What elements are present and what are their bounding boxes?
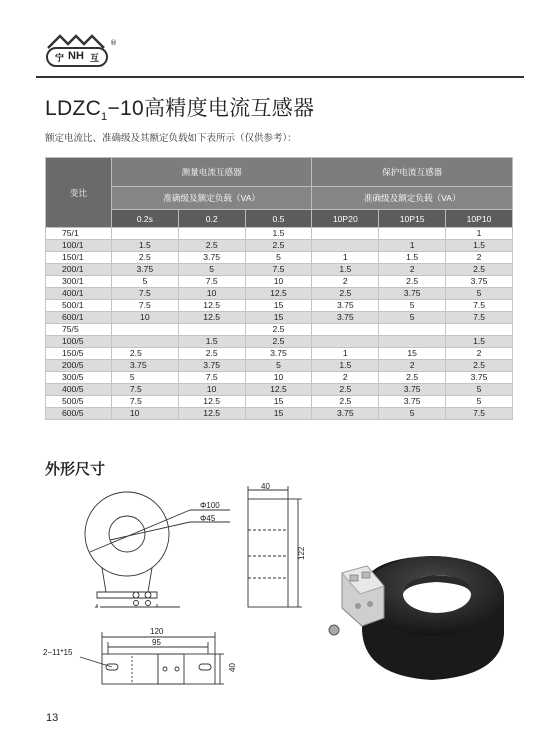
table-cell: 3.75: [245, 348, 312, 360]
table-cell: 15: [245, 396, 312, 408]
table-cell: 1.5: [446, 336, 513, 348]
table-cell: 7.5: [446, 312, 513, 324]
ratio-cell: 150/5: [46, 348, 112, 360]
spec-table: [45, 157, 513, 420]
table-cell: [312, 240, 379, 252]
dimension-drawing: [40, 482, 310, 692]
ratio-cell: 600/5: [46, 408, 112, 420]
title-main: LDZC: [45, 97, 102, 120]
table-cell: 3.75: [379, 396, 446, 408]
table-cell: 12.5: [178, 408, 245, 420]
table-cell: 3.75: [111, 360, 178, 372]
table-cell: 1.5: [111, 240, 178, 252]
table-row: [46, 336, 513, 348]
ratio-cell: 300/1: [46, 276, 112, 288]
ratio-cell: 75/1: [46, 228, 112, 240]
table-cell: 3.75: [446, 276, 513, 288]
table-cell: 5: [446, 384, 513, 396]
table-cell: 2.5: [111, 252, 178, 264]
table-cell: 2: [379, 360, 446, 372]
table-row: [46, 384, 513, 396]
table-cell: 1.5: [178, 336, 245, 348]
table-cell: 7.5: [111, 288, 178, 300]
table-cell: 3.75: [312, 408, 379, 420]
inner-circle: [109, 516, 145, 552]
spec-table-body: [46, 228, 513, 420]
table-cell: 12.5: [245, 384, 312, 396]
measuring-group-header: 测量电流互感器: [111, 158, 312, 187]
col-header: 10P10: [446, 210, 513, 228]
title-subscript: 1: [101, 111, 108, 124]
table-cell: 10: [245, 372, 312, 384]
table-row: [46, 252, 513, 264]
table-cell: [178, 228, 245, 240]
table-row: [46, 360, 513, 372]
table-cell: [379, 336, 446, 348]
table-cell: 1.5: [245, 228, 312, 240]
table-cell: 3.75: [312, 300, 379, 312]
table-cell: 10: [245, 276, 312, 288]
table-cell: 2: [446, 348, 513, 360]
col-header: 10P15: [379, 210, 446, 228]
table-cell: 12.5: [178, 396, 245, 408]
dim-holes: 2−11*15: [43, 648, 73, 657]
title-rest: −10高精度电流互感器: [107, 97, 315, 120]
table-cell: 2.5: [312, 384, 379, 396]
table-row: [46, 264, 513, 276]
table-cell: [111, 324, 178, 336]
table-cell: 1: [312, 348, 379, 360]
logo-char-a: 宁: [55, 54, 65, 64]
table-cell: 1.5: [312, 264, 379, 276]
table-cell: 15: [245, 408, 312, 420]
table-cell: 5: [379, 408, 446, 420]
table-cell: 2.5: [245, 324, 312, 336]
table-cell: 3.75: [178, 252, 245, 264]
table-cell: 10: [178, 288, 245, 300]
table-cell: 10: [178, 384, 245, 396]
table-cell: 5: [111, 276, 178, 288]
table-cell: 5: [379, 300, 446, 312]
table-cell: [312, 228, 379, 240]
table-cell: 2.5: [178, 240, 245, 252]
table-cell: 15: [379, 348, 446, 360]
table-cell: 1: [312, 252, 379, 264]
table-cell: 5: [178, 264, 245, 276]
table-cell: 2: [312, 372, 379, 384]
col-header: 0.2s: [111, 210, 178, 228]
table-cell: 2.5: [245, 336, 312, 348]
table-cell: 12.5: [178, 312, 245, 324]
table-cell: 12.5: [245, 288, 312, 300]
table-cell: 2.5: [245, 240, 312, 252]
ratio-cell: 75/5: [46, 324, 112, 336]
ratio-cell: 100/1: [46, 240, 112, 252]
table-cell: [379, 228, 446, 240]
table-cell: 3.75: [379, 384, 446, 396]
ratio-cell: 400/5: [46, 384, 112, 396]
col-header: 0.2: [178, 210, 245, 228]
table-row: [46, 324, 513, 336]
dim-h40: 40: [228, 663, 237, 672]
ratio-cell: 300/5: [46, 372, 112, 384]
table-cell: 3.75: [379, 288, 446, 300]
table-cell: 7.5: [111, 396, 178, 408]
table-cell: 5: [111, 372, 178, 384]
protection-group-header: 保护电流互感器: [312, 158, 513, 187]
table-cell: 2.5: [446, 264, 513, 276]
ratio-cell: 100/5: [46, 336, 112, 348]
table-cell: 7.5: [446, 300, 513, 312]
table-row: [46, 396, 513, 408]
table-cell: 5: [245, 360, 312, 372]
table-row: [46, 408, 513, 420]
table-cell: [178, 324, 245, 336]
table-cell: 7.5: [111, 300, 178, 312]
col-header: 0.5: [245, 210, 312, 228]
outer-circle: [85, 492, 169, 576]
registered-mark: ®: [110, 39, 117, 47]
table-cell: 3.75: [446, 372, 513, 384]
table-cell: 7.5: [178, 372, 245, 384]
table-cell: [446, 324, 513, 336]
table-cell: 10: [111, 312, 178, 324]
table-cell: 12.5: [178, 300, 245, 312]
table-row: [46, 312, 513, 324]
table-cell: 7.5: [446, 408, 513, 420]
table-cell: 5: [446, 396, 513, 408]
section-title-dimensions: 外形尺寸: [45, 460, 106, 478]
table-cell: 5: [446, 288, 513, 300]
table-cell: 5: [245, 252, 312, 264]
col-header: 10P20: [312, 210, 379, 228]
table-cell: [111, 336, 178, 348]
brand-logo: [46, 33, 117, 69]
table-cell: [111, 228, 178, 240]
ratio-header: 变比: [46, 158, 112, 228]
ratio-cell: 200/5: [46, 360, 112, 372]
table-row: [46, 228, 513, 240]
ratio-cell: 400/1: [46, 288, 112, 300]
header-rule: [36, 76, 524, 78]
table-cell: 2.5: [379, 372, 446, 384]
table-cell: 3.75: [312, 312, 379, 324]
table-row: [46, 348, 513, 360]
table-cell: 2.5: [312, 288, 379, 300]
logo-char-c: 互: [90, 54, 100, 64]
table-cell: 1.5: [379, 252, 446, 264]
table-cell: 3.75: [111, 264, 178, 276]
table-cell: 1.5: [312, 360, 379, 372]
table-cell: [312, 324, 379, 336]
ratio-cell: 500/1: [46, 300, 112, 312]
table-cell: 5: [379, 312, 446, 324]
table-cell: 2.5: [178, 348, 245, 360]
ratio-cell: 600/1: [46, 312, 112, 324]
dim-w120: 120: [150, 627, 164, 636]
table-cell: 2.5: [312, 396, 379, 408]
table-cell: 2.5: [379, 276, 446, 288]
protection-sub-header: 准确级及额定负载（VA）: [312, 187, 513, 210]
table-cell: 7.5: [178, 276, 245, 288]
table-cell: 2: [446, 252, 513, 264]
table-cell: 2.5: [111, 348, 178, 360]
ratio-cell: 200/1: [46, 264, 112, 276]
logo-badge: [46, 47, 108, 67]
table-cell: 15: [245, 300, 312, 312]
page-subtitle: 额定电流比、准确级及其额定负载如下表所示（仅供参考）：: [45, 133, 297, 144]
table-cell: [312, 336, 379, 348]
table-cell: 7.5: [111, 384, 178, 396]
table-cell: 1: [446, 228, 513, 240]
page-title: [45, 92, 314, 123]
dim-w40: 40: [261, 482, 270, 491]
side-view-body: [248, 499, 288, 607]
table-cell: 2.5: [446, 360, 513, 372]
measuring-sub-header: 准确级及额定负载（VA）: [111, 187, 312, 210]
base-plan: [102, 654, 215, 684]
dim-w95: 95: [152, 638, 161, 647]
table-row: [46, 240, 513, 252]
logo-char-b: NH: [68, 50, 84, 62]
table-row: [46, 300, 513, 312]
table-cell: 3.75: [178, 360, 245, 372]
ratio-cell: 500/5: [46, 396, 112, 408]
table-row: [46, 288, 513, 300]
page-number: 13: [46, 712, 59, 724]
product-photo: [322, 548, 512, 688]
table-cell: 1: [379, 240, 446, 252]
dim-d45: Φ45: [200, 514, 216, 523]
table-row: [46, 372, 513, 384]
table-cell: 15: [245, 312, 312, 324]
table-cell: [379, 324, 446, 336]
table-cell: 2: [312, 276, 379, 288]
table-row: [46, 276, 513, 288]
dim-d100: Φ100: [200, 501, 220, 510]
ratio-cell: 150/1: [46, 252, 112, 264]
table-cell: 10: [111, 408, 178, 420]
dim-h122: 122: [297, 546, 306, 560]
table-cell: 1.5: [446, 240, 513, 252]
table-cell: 2: [379, 264, 446, 276]
table-cell: 7.5: [245, 264, 312, 276]
